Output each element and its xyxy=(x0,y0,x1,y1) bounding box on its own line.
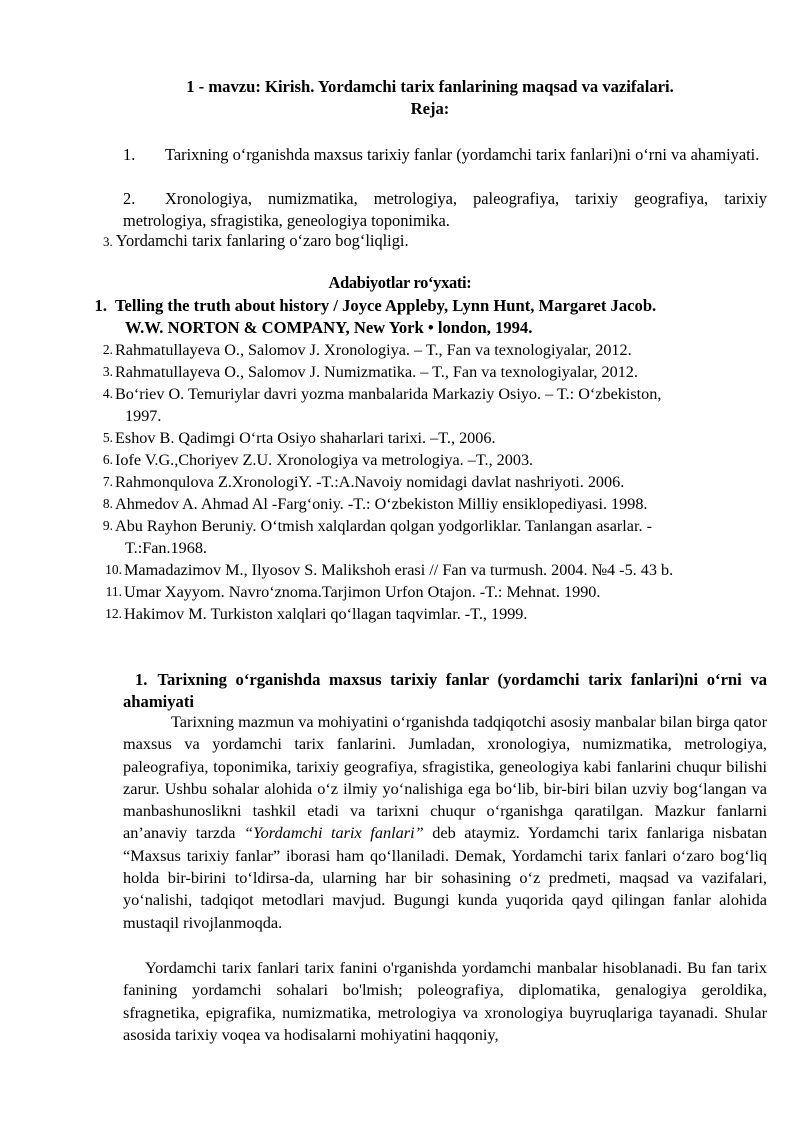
section-heading xyxy=(123,669,767,713)
reference-item xyxy=(102,383,795,427)
reference-item xyxy=(105,559,800,581)
reference-item xyxy=(102,471,795,493)
body-paragraph xyxy=(123,711,767,934)
reference-item xyxy=(102,493,795,515)
reference-text: Rahmonqulova Z.XronologiY. -T.:A.Navoiy nomidagi davlat nashriyoti. 2006. xyxy=(115,473,625,491)
reference-number: 8. xyxy=(102,496,113,511)
body-paragraph xyxy=(123,957,767,1046)
plan-item xyxy=(103,230,747,253)
reference-number: 6. xyxy=(102,452,113,467)
plan-item xyxy=(123,144,767,166)
paragraph-text-continued: deb ataymiz. Yordamchi tarix fanlariga nisbatan “Maxsus tarixiy fanlar” iborasi ham qo‘llaniladi. Demak, Yordamchi tarix fanlari o‘zaro bog‘liq holda bir-birini to‘ldirsa-da, ularning har bir sohasining o‘z predmeti, maqsad va vazifalari, yo‘nalishi, tadqiqot metodlari mavjud. Bugungi kunda yuqorida qayd qilingan fanlar alohida mustaqil rivojlanmoqda. xyxy=(123,823,768,932)
reference-text: Abu Rayhon Beruniy. O‘tmish xalqlardan qolgan yodgorliklar. Tanlangan asarlar. - xyxy=(115,517,652,535)
reference-text: Mamadazimov M., Ilyosov S. Malikshoh erasi // Fan va turmush. 2004. №4 -5. 43 b. xyxy=(124,561,674,579)
topic-title: 1 - mavzu: Kirish. Yordamchi tarix fanlarining maqsad va vazifalari. xyxy=(186,77,674,96)
reference-text: Eshov B. Qadimgi O‘rta Osiyo shaharlari tarixi. –T., 2006. xyxy=(115,429,496,447)
reference-item xyxy=(105,603,800,625)
reference-text-continued: 1997. xyxy=(125,407,162,425)
section-heading-text: Tarixning o‘rganishda maxsus tarixiy fanlar (yordamchi tarix fanlari)ni o‘rni va ahamiyati xyxy=(123,670,767,711)
reference-item xyxy=(94,295,795,339)
reference-number: 4. xyxy=(102,386,113,401)
plan-item-number: 3. xyxy=(103,234,113,249)
reference-text: Iofe V.G.,Choriyev Z.U. Xronologiya va metrologiya. –T., 2003. xyxy=(115,451,534,469)
plan-item-number: 2. xyxy=(123,189,136,208)
reference-item xyxy=(102,449,795,471)
reference-text: Rahmatullayeva O., Salomov J. Numizmatika. – T., Fan va texnologiyalar, 2012. xyxy=(115,363,638,381)
plan-item-text: Tarixning o‘rganishda maxsus tarixiy fanlar (yordamchi tarix fanlari)ni o‘rni va ahamiyati. xyxy=(165,145,760,164)
reference-text: Hakimov M. Turkiston xalqlari qo‘llagan taqvimlar. -T., 1999. xyxy=(124,605,528,623)
reference-text: Rahmatullayeva O., Salomov J. Xronologiya. – T., Fan va texnologiyalar, 2012. xyxy=(115,341,632,359)
plan-title: Reja: xyxy=(410,99,450,118)
plan-item xyxy=(123,188,767,232)
paragraph-text: Yordamchi tarix fanlari tarix fanini o'rganishda yordamchi manbalar hisoblanadi. Bu fan tarix fanining yordamchi sohalari bo'lmish; poleografiya, diplomatika, genalogiya geroldika, sfragnetika, epigrafika, numizmatika, metrologiya va xronologiya buyruqlariga tayanadi. Shular asosida tarixiy voqea va hodisalarni mohiyatini haqqoniy, xyxy=(123,958,767,1044)
plan-item-text: Xronologiya, numizmatika, metrologiya, paleografiya, tarixiy geografiya, tarixiy metrologiya, sfragistika, geneologiya toponimika. xyxy=(123,189,767,230)
reference-number: 3. xyxy=(102,364,113,379)
reference-number: 11. xyxy=(105,584,122,599)
reference-text-continued: W.W. NORTON & COMPANY, New York • london, 1994. xyxy=(125,318,533,337)
reference-text: Umar Xayyom. Navro‘znoma.Tarjimon Urfon Otajon. -T.: Mehnat. 1990. xyxy=(124,583,601,601)
literature-title: Adabiyotlar ro‘yxati: xyxy=(328,273,472,292)
reference-item xyxy=(102,339,795,361)
reference-number: 9. xyxy=(102,518,113,533)
reference-text: Bo‘riev O. Temuriylar davri yozma manbalarida Markaziy Osiyo. – T.: O‘zbekiston, xyxy=(115,385,662,403)
plan-item-text: Yordamchi tarix fanlaring o‘zaro bog‘liqligi. xyxy=(115,231,409,250)
reference-text-continued: T.:Fan.1968. xyxy=(125,539,207,557)
reference-number: 12. xyxy=(105,606,122,621)
reference-text: Ahmedov A. Ahmad Al -Farg‘oniy. -T.: O‘zbekiston Milliy ensiklopediyasi. 1998. xyxy=(115,495,648,513)
reference-number: 1. xyxy=(94,296,107,315)
reference-number: 2. xyxy=(102,342,113,357)
reference-number: 10. xyxy=(105,562,122,577)
reference-item xyxy=(105,581,800,603)
reference-item xyxy=(102,361,795,383)
reference-text: Telling the truth about history / Joyce Appleby, Lynn Hunt, Margaret Jacob. xyxy=(115,296,657,315)
reference-number: 5. xyxy=(102,430,113,445)
paragraph-text: Tarixning mazmun va mohiyatini o‘rganishda tadqiqotchi asosiy manbalar bilan birga qator maxsus va yordamchi tarix fanlarini. Jumladan, xronologiya, numizmatika, metrologiya, paleografiya, toponimika, tarixiy geografiya, sfragistika, geneologiya kabi fanlarini chuqur bilishi zarur. Ushbu sohalar alohida o‘z ilmiy yo‘nalishiga ega bo‘lib, bir-biri bilan uzviy bog‘langan va manbashunoslikni tashkil etadi va tarixni chuqur o‘rganishga qaratilgan. Mazkur fanlarni an’anaviy tarzda xyxy=(123,712,767,843)
reference-item xyxy=(102,515,795,559)
paragraph-italic-term: “Yordamchi tarix fanlari” xyxy=(244,823,424,843)
section-number: 1. xyxy=(135,670,148,689)
reference-number: 7. xyxy=(102,474,113,489)
reference-item xyxy=(102,427,795,449)
plan-item-number: 1. xyxy=(123,145,136,164)
